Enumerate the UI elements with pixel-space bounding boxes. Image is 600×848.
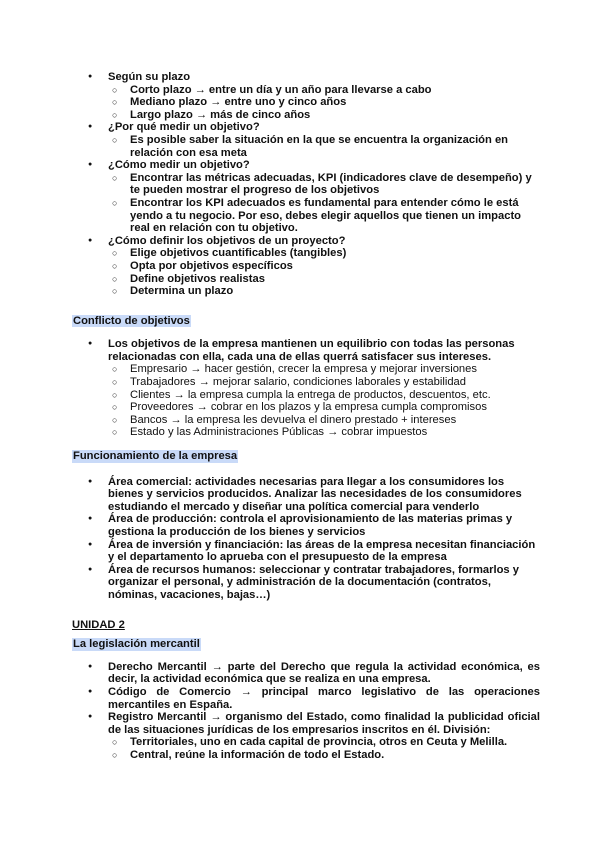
- porque-label: ¿Por qué medir un objetivo?: [108, 121, 260, 134]
- list-item: ● Derecho Mercantil → parte del Derecho que regula la actividad económica, es decir, la actividad económica que se realiza en una empresa.: [72, 661, 540, 686]
- objectives-list: [72, 71, 540, 298]
- unidad-title: UNIDAD 2: [72, 618, 125, 631]
- list-item: [72, 71, 540, 121]
- list-item: ○ Determina un plazo: [72, 285, 540, 298]
- list-item: ○ Clientes → la empresa cumpla la entrega de productos, descuentos, etc.: [72, 389, 540, 402]
- list-item: ○ Bancos → la empresa les devuelva el dinero prestado + intereses: [72, 414, 540, 427]
- conflicto-heading: Conflicto de objetivos: [73, 314, 190, 327]
- como-label: ¿Cómo medir un objetivo?: [108, 159, 250, 172]
- list-item: ● Área de producción: controla el aprovisionamiento de las materias primas y gestiona la producción de los bienes y servicios: [72, 513, 540, 538]
- plazo-label: Según su plazo: [108, 71, 191, 83]
- list-item: ○ Empresario → hacer gestión, crecer la empresa y mejorar inversiones: [72, 363, 540, 376]
- funcionamiento-list: [72, 476, 540, 602]
- list-item: [72, 235, 540, 298]
- list-item: [72, 121, 540, 159]
- list-item: ○ Define objetivos realistas: [72, 273, 540, 286]
- funcionamiento-heading: Funcionamiento de la empresa: [73, 450, 238, 463]
- list-item: ○ Mediano plazo → entre uno y cinco años: [72, 96, 540, 109]
- list-item: ○ Largo plazo → más de cinco años: [72, 109, 540, 122]
- list-item: ○ Opta por objetivos específicos: [72, 260, 540, 273]
- list-item: ○ Elige objetivos cuantificables (tangibles): [72, 247, 540, 260]
- list-item: ○ Es posible saber la situación en la que se encuentra la organización en relación con esa meta: [72, 134, 540, 159]
- list-item: [72, 711, 540, 761]
- conflicto-intro: Los objetivos de la empresa mantienen un equilibrio con todas las personas relacionadas con ella, cada una de ellas querrá satisfacer sus intereses.: [108, 338, 515, 363]
- conflicto-list: [72, 338, 540, 439]
- list-item: [72, 338, 540, 439]
- list-item: ○ Trabajadores → mejorar salario, condiciones laborales y estabilidad: [72, 376, 540, 389]
- list-item: ○ Territoriales, uno en cada capital de provincia, otros en Ceuta y Melilla.: [72, 736, 540, 749]
- list-item: ○ Proveedores → cobrar en los plazos y la empresa cumpla compromisos: [72, 401, 540, 414]
- list-item: ● Área comercial: actividades necesarias para llegar a los consumidores los bienes y servicios producidos. Analizar las necesidades de los consumidores estudiando el mercado y diseñar una política comercial para venderlo: [72, 476, 540, 514]
- list-item: [72, 159, 540, 235]
- list-item: ● Código de Comercio → principal marco legislativo de las operaciones mercantiles en España.: [72, 686, 540, 711]
- list-item: ○ Corto plazo → entre un día y un año para llevarse a cabo: [72, 84, 540, 97]
- list-item: ○ Encontrar los KPI adecuados es fundamental para entender cómo le está yendo a tu negocio. Por eso, debes elegir aquellos que tienen un impacto real en relación con tu objetivo.: [72, 197, 540, 235]
- legislacion-heading: La legislación mercantil: [73, 638, 200, 651]
- definir-label: ¿Cómo definir los objetivos de un proyecto?: [108, 234, 346, 247]
- registro-text: Registro Mercantil → organismo del Estado, como finalidad la publicidad oficial de las situaciones jurídicas de los empresarios inscritos en él. División:: [108, 711, 540, 736]
- list-item: ○ Central, reúne la información de todo el Estado.: [72, 749, 540, 762]
- legislacion-list: [72, 661, 540, 762]
- list-item: ● Área de inversión y financiación: las áreas de la empresa necesitan financiación y el departamento lo aprueba con el presupuesto de la empresa: [72, 539, 540, 564]
- list-item: ● Área de recursos humanos: seleccionar y contratar trabajadores, formarlos y organizar el personal, y administración de la documentación (contratos, nóminas, vacaciones, bajas…): [72, 564, 540, 602]
- list-item: ○ Encontrar las métricas adecuadas, KPI (indicadores clave de desempeño) y te pueden mostrar el progreso de los objetivos: [72, 172, 540, 197]
- list-item: ○ Estado y las Administraciones Públicas → cobrar impuestos: [72, 426, 540, 439]
